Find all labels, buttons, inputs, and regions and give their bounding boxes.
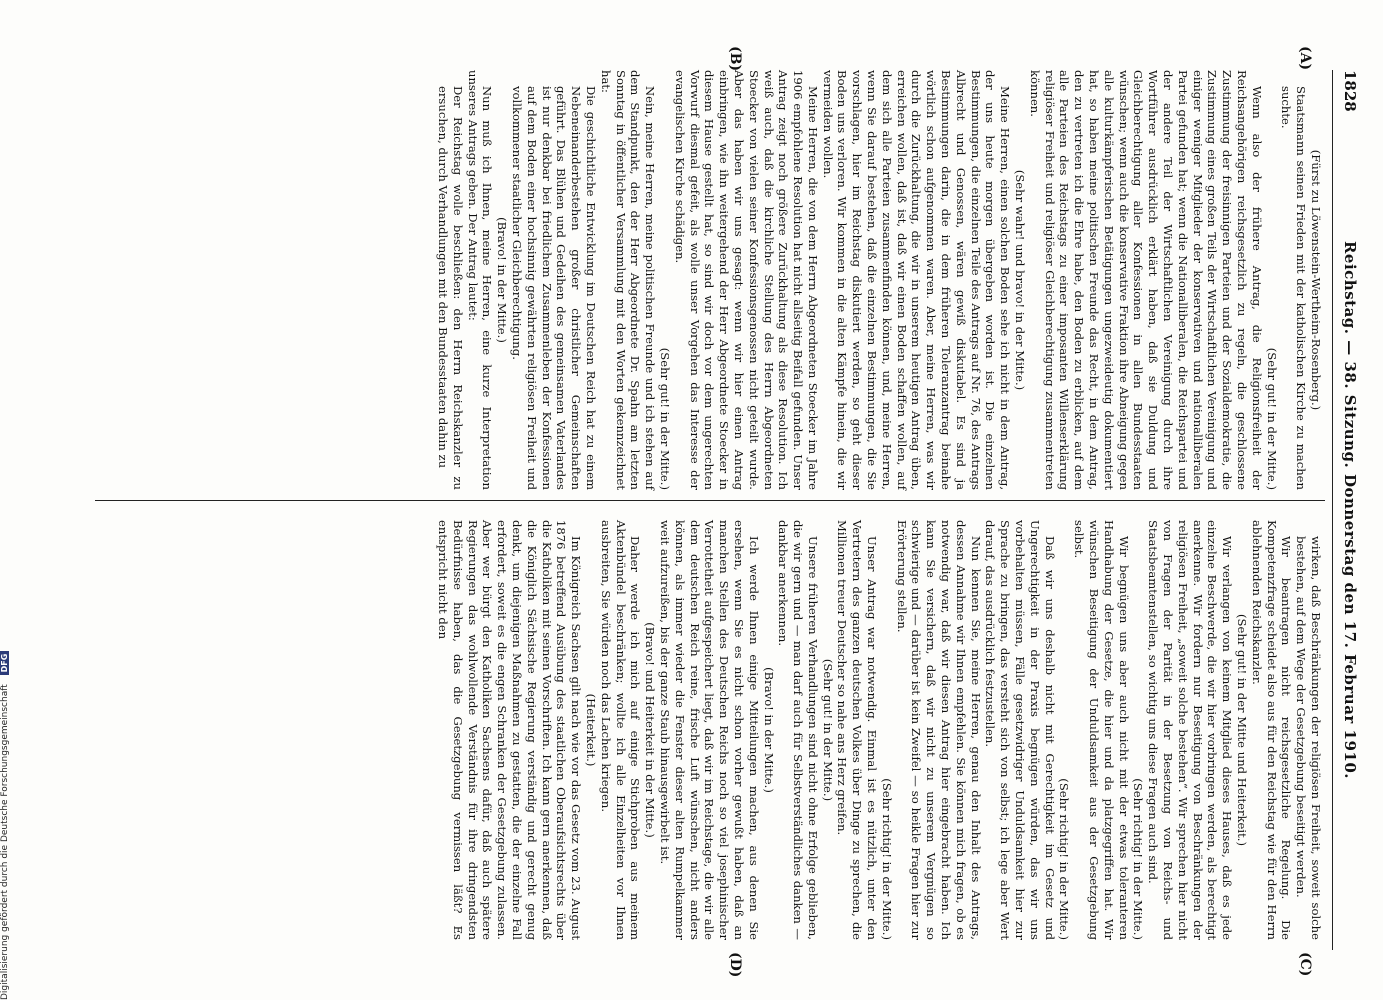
paragraph: Der Reichstag wolle beschließen: den Herrn Reichskanzler zu ersuchen, durch Verhandlungen mit den Bundesstaaten dahin zu [435, 86, 465, 490]
footer-text: Digitalisierung gefördert durch die Deutsche Forschungsgemeinschaft [0, 684, 10, 1000]
digitization-footer [0, 0, 14, 1000]
paragraph: Meine Herren, einen solchen Boden sehe ich nicht in dem Antrag, der uns heute morgen übergeben worden ist. Die einzelnen Bestimmungen, die einzelnen Teile des Antrags auf Nr. 76, des Antrags Albrecht und Genossen, wären gewiß diskutabel. Es sind ja Bestimmungen darin, die in dem früheren Toleranzantrag beinahe wörtlich schon aufgenommen waren. Aber, meine Herren, was wir durch die Zurückhaltung, die wir in unserem heutigen Antrag üben, erreichen wollen, daß ist, daß wir einen Boden schaffen wollen, auf dem sich alle Parteien zusammenfinden können, und, meine Herren, wenn Sie darauf bestehen, daß die einzelnen Bestimmungen, die Sie vorschlagen, hier im Reichstag diskutiert werden, so geht dieser Boden uns verloren. Wir kommen in die alten Kämpfe hinein, die wir vermeiden wollen. [820, 70, 1013, 490]
paragraph: (Bravo! in der Mitte.) [761, 667, 776, 793]
running-title: Reichstag. — 38. Sitzung. Donnerstag den 17. Februar 1910. [1341, 240, 1359, 780]
paragraph: (Sehr gut! in der Mitte.) [1264, 347, 1279, 490]
paragraph: (Sehr gut! in der Mitte und Heiterkeit.) [1235, 614, 1250, 846]
margin-mark-a: (A) [1297, 46, 1313, 71]
paragraph: Ich werde Ihnen einige Mitteilungen machen, aus denen Sie ersehen, wenn Sie es nicht schon vorher gewußt haben, daß an manchen Stellen des Deutschen Reichs noch so viel josephinischer Verrottetheit aufgespeichert liegt, daß wir im Reichstage, die wir alle dem deutschen Reich reine, frische Luft wünschen, nicht anders können, als immer wieder die Fenster dieser alten Rumpelkammer weit aufzureißen, bis der ganze Staub hinausgewirbelt ist. [657, 520, 761, 940]
right-column [435, 520, 1323, 940]
paragraph: Unser Antrag war notwendig. Einmal ist es nützlich, unter den Vertretern des ganzen deutschen Volkes über Dinge zu sprechen, die Millionen treuer Deutscher so nahe ans Herz greifen. [835, 520, 880, 940]
paragraph: wirken, daß Beschränkungen der religiösen Freiheit, soweit solche bestehen, auf dem Wege der Gesetzgebung beseitigt werden. [1294, 536, 1323, 940]
paragraph: Im Königreich Sachsen gilt nach wie vor das Gesetz vom 23. August 1876 betreffend Ausübung des staatlichen Oberaufsichtsrechts über die Katholiken mit seinen Vorschriften. Ich kann gern anerkennen, daß die Königlich Sächsische Regierung verständig und gerecht genug denkt, um diejenigen Maßnahmen zu gestatten, die der einzelne Fall erfordert, soweit es die engen Schranken der Gesetzgebung zulassen. Aber wer bürgt den Katholiken Sachsens dafür, daß auch spätere Regierungen das wohlwollende Verständnis für ihre dringendsten Bedürfnisse haben, das die Gesetzgebung vermissen läßt? Es entspricht nicht den [435, 520, 584, 940]
paragraph: Daß wir uns deshalb nicht mit Gerechtigkeit im Gesetz und Ungerechtigkeit in der Praxis begnügen würden, das wir uns vorbehalten müssen, Fälle gesetzwidriger Unduldsamkeit hier zur Sprache zu bringen, das versteht sich von selbst; ich lege aber Wert darauf, das ausdrücklich festzustellen. [983, 520, 1057, 940]
margin-mark-d: (D) [727, 952, 743, 978]
paragraph: Meine Herren, die von dem Herrn Abgeordneten Stoecker im Jahre 1906 empfohlene Resolution hat nicht allseitig Beifall gefunden. Unser Antrag zeigt noch größere Zurückhaltung als diese Resolution. Ich weiß auch, daß die kirchliche Stellung des Herrn Abgeordneten Stoecker von vielen seiner Konfessionsgenossen nicht geteilt wurde. Aber das haben wir uns gesagt: wenn wir hier einen Antrag einbringen, wie ihn weitergehend der Herr Abgeordnete Stoecker in diesem Hause gestellt hat, so sind wir doch vor dem ungerechten Vorwurf diesmal gefeit, als wolle unser Vorgehen das Interesse der evangelischen Kirche schädigen. [672, 70, 820, 490]
header-rule [1332, 70, 1333, 950]
column-divider [95, 500, 1325, 501]
paragraph: Wir beantragen nicht reichsgesetzliche Regelung. Die Kompetenzfrage scheidet also aus für den Reichstag wie für den Herrn ablehnenden Reichskanzler. [1249, 520, 1294, 940]
paragraph: (Sehr gut! in der Mitte.) [657, 347, 672, 490]
paragraph: (Sehr wahr! und bravo! in der Mitte.) [1013, 169, 1028, 391]
paragraph: (Bravo! in der Mitte.) [495, 217, 510, 343]
paragraph: Staatsmann seinen Frieden mit der katholischen Kirche zu machen suchte. [1279, 86, 1309, 490]
left-column [435, 70, 1323, 490]
paragraph: (Sehr richtig! in der Mitte.) [1131, 778, 1146, 940]
paragraph: Nun muß ich Ihnen, meine Herren, eine kurze Interpretation unseres Antrags geben. Der Antrag lautet: [465, 70, 495, 490]
paragraph: Unsere früheren Verhandlungen sind nicht ohne Erfolge geblieben, die wir gern und — man darf auch für Selbstverständliches danken — dankbar anerkennen. [776, 520, 820, 940]
margin-mark-c: (C) [1297, 952, 1313, 977]
paragraph: Wenn also der frühere Antrag, die Religionsfreiheit der Reichsangehörigen reichsgesetzlich zu regeln, die geschlossene Zustimmung der freisinnigen Parteien und der Sozialdemokratie, die Zustimmung eines großen Teils der Wirtschaftlichen Vereinigung und einiger weniger Mitglieder der konservativen und nationalliberalen Partei gefunden hat; wenn die Nationalliberalen, die Reichspartei und der andere Teil der Wirtschaftlichen Vereinigung durch ihre Wortführer ausdrücklich erklärt haben, daß sie Duldung und Gleichberechtigung aller Konfessionen in allen Bundesstaaten wünschen; wenn auch die konservative Fraktion ihre Abneigung gegen alle kulturkämpferischen Betätigungen ungezweideutig dokumentiert hat, so haben meine politischen Freunde das Recht, in dem Antrag, den zu vertreten ich die Ehre habe, den Boden zu erblicken, auf dem alle Parteien des Reichstags zu einer imposanten Willenserklärung religiöser Freiheit und religiöser Gleichberechtigung zusammentreten können. [1027, 70, 1264, 490]
paragraph: (Fürst zu Löwenstein-Wertheim-Rosenberg.) [1309, 149, 1323, 411]
dfg-logo: DFG [0, 651, 9, 676]
paragraph: Daher werde ich mich auf einige Stichproben aus meinem Aktenbündel beschränken; wollte ich alle Einzelheiten vor Ihnen ausbreiten, Sie würden noch das Lachen kriegen. [598, 520, 643, 940]
paragraph: Die geschichtliche Entwicklung im Deutschen Reich hat zu einem Nebeneinanderbestehen großer christlicher Gemeinschaften geführt. Das Blühen und Gedeihen des gemeinsamen Vaterlandes ist nur denkbar bei friedlichem Zusammenleben der Konfessionen auf dem Boden einer hochsinnig gewährten religiösen Freiheit und vollkommener staatlicher Gleichberechtigung. [509, 86, 598, 490]
paragraph: (Heiterkeit.) [583, 693, 598, 767]
page-number: 1828 [1341, 70, 1359, 112]
paragraph: (Sehr richtig! in der Mitte.) [1057, 778, 1072, 940]
paragraph: (Sehr gut! in der Mitte.) [820, 658, 835, 802]
paragraph: Wir begnügen uns aber auch nicht mit der etwas toleranteren Handhabung der Gesetze, die hier und da platzgegriffen hat. Wir wünschen Beseitigung der Unduldsamkeit aus der Gesetzgebung selbst. [1072, 520, 1131, 940]
paragraph: Nein, meine Herren, meine politischen Freunde und ich stehen auf dem Standpunkt, den der Herr Abgeordnete Dr. Spahn am letzten Sonntag in öffentlicher Versammlung mit den Worten gekennzeichnet hat: [598, 70, 658, 490]
paragraph: (Bravo! und Heiterkeit in der Mitte.) [643, 622, 658, 838]
page-header [1331, 70, 1361, 950]
paragraph: Nun kennen Sie, meine Herren, genau den Inhalt des Antrags, dessen Annahme wir Ihnen empfehlen. Sie können mich fragen, ob es notwendig war, daß wir diesen Antrag hier eingebracht haben. Ich kann Sie versichern, daß wir nicht zu unserem Vergnügen so schwierige und — darüber ist kein Zweifel — so heikle Fragen hier zur Erörterung stellen. [894, 520, 983, 940]
margin-mark-b: (B) [727, 46, 743, 72]
paragraph: Wir verlangen von keinem Mitglied dieses Hauses, daß es jede einzelne Beschwerde, die wir hier vorbringen werden, als berechtigt anerkenne. Wir fordern nur Beseitigung von Beschränkungen der religiösen Freiheit, „soweit solche bestehen“. Wir sprechen hier nicht von Fragen der Parität in der Besetzung von Reichs- und Staatsbeamtenstellen, so wichtig uns diese Fragen auch sind. [1146, 520, 1235, 940]
paragraph: (Sehr richtig! in der Mitte.) [879, 778, 894, 940]
